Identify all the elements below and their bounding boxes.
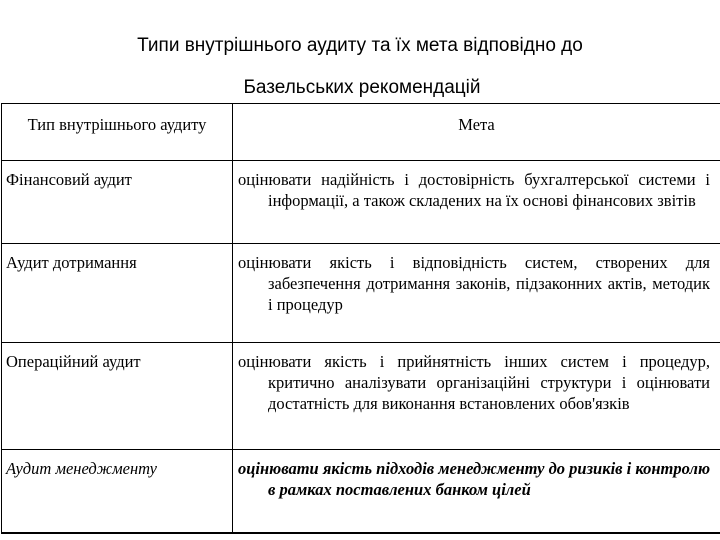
header-type: Тип внутрішнього аудиту (2, 104, 233, 161)
header-goal: Мета (233, 104, 720, 161)
audit-type-cell: Аудит дотримання (2, 244, 233, 343)
slide-title-line-1: Типи внутрішнього аудиту та їх мета відповідно до (137, 35, 583, 56)
audit-goal-cell: оцінювати надійність і достовірність бухгалтерської системи і інформації, а також складених на їх основі фінансових звітів (233, 161, 720, 244)
audit-type-cell: Фінансовий аудит (2, 161, 233, 244)
audit-goal-cell: оцінювати якість і прийнятність інших систем і процедур, критично аналізувати організаційні структури і оцінювати достатність для виконання встановлених обов'язків (233, 343, 720, 450)
table-row (2, 161, 720, 244)
table-row (2, 450, 720, 534)
audit-type-cell: Операційний аудит (2, 343, 233, 450)
audit-types-table (1, 103, 720, 534)
audit-goal-cell: оцінювати якість підходів менеджменту до ризиків і контролю в рамках поставлених банком цілей (233, 450, 720, 534)
audit-goal-cell: оцінювати якість і відповідність систем, створених для забезпечення дотримання законів, підзаконних актів, методик і процедур (233, 244, 720, 343)
table-row (2, 343, 720, 450)
slide-title-line-2: Базельських рекомендацій (243, 77, 481, 98)
audit-type-cell: Аудит менеджменту (2, 450, 233, 534)
table-header-row (2, 104, 720, 161)
table-row (2, 244, 720, 343)
